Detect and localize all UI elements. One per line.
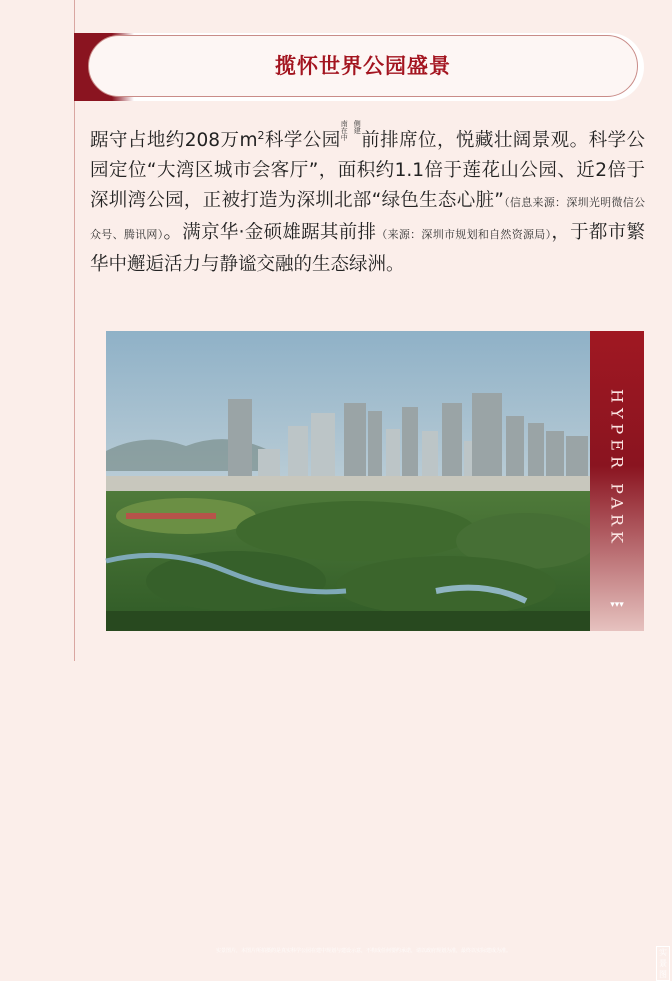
image-caption: 实景图片，本图片所拍摄的是真实科学公园在建中规划与建设示意，不构成任何要约承诺，请以政府规划为准，最终以实际建成为准。 xyxy=(216,948,512,954)
park-illustration xyxy=(106,331,590,631)
text-part-3: 前排席位，悦藏壮阔景观。科学公园定位“大湾区城市会客厅”，面积约1.1倍于莲花山公园、近2倍于深圳湾公园，正被打造为深圳北部“绿色生态心脏” xyxy=(90,130,645,212)
text-part-4: 。满京华·金硕雄踞其前排 xyxy=(163,222,377,244)
side-panel xyxy=(590,331,644,631)
section-title: 揽怀世界公园盛景 xyxy=(275,54,451,78)
tiny-note: 南侧在建中 xyxy=(340,120,361,143)
text-part-2: 科学公园 xyxy=(264,130,341,152)
superscript-2: 2 xyxy=(257,129,265,142)
real-photo-stamp: 实景图 xyxy=(656,946,670,981)
article-paragraph xyxy=(90,121,645,280)
source-note-2: （来源：深圳市规划和自然资源局） xyxy=(376,228,552,242)
text-part-5: ，于都市繁华中邂逅活力与静谧交融的生态绿洲。 xyxy=(90,222,645,276)
hyper-park-label: HYPER PARK xyxy=(607,389,627,548)
text-part-1: 踞守占地约208万m xyxy=(90,130,258,152)
chevron-down-icon: ▾▾▾ xyxy=(610,600,624,610)
source-note-1: （信息来源：深圳光明微信公众号、腾讯网） xyxy=(90,196,646,242)
